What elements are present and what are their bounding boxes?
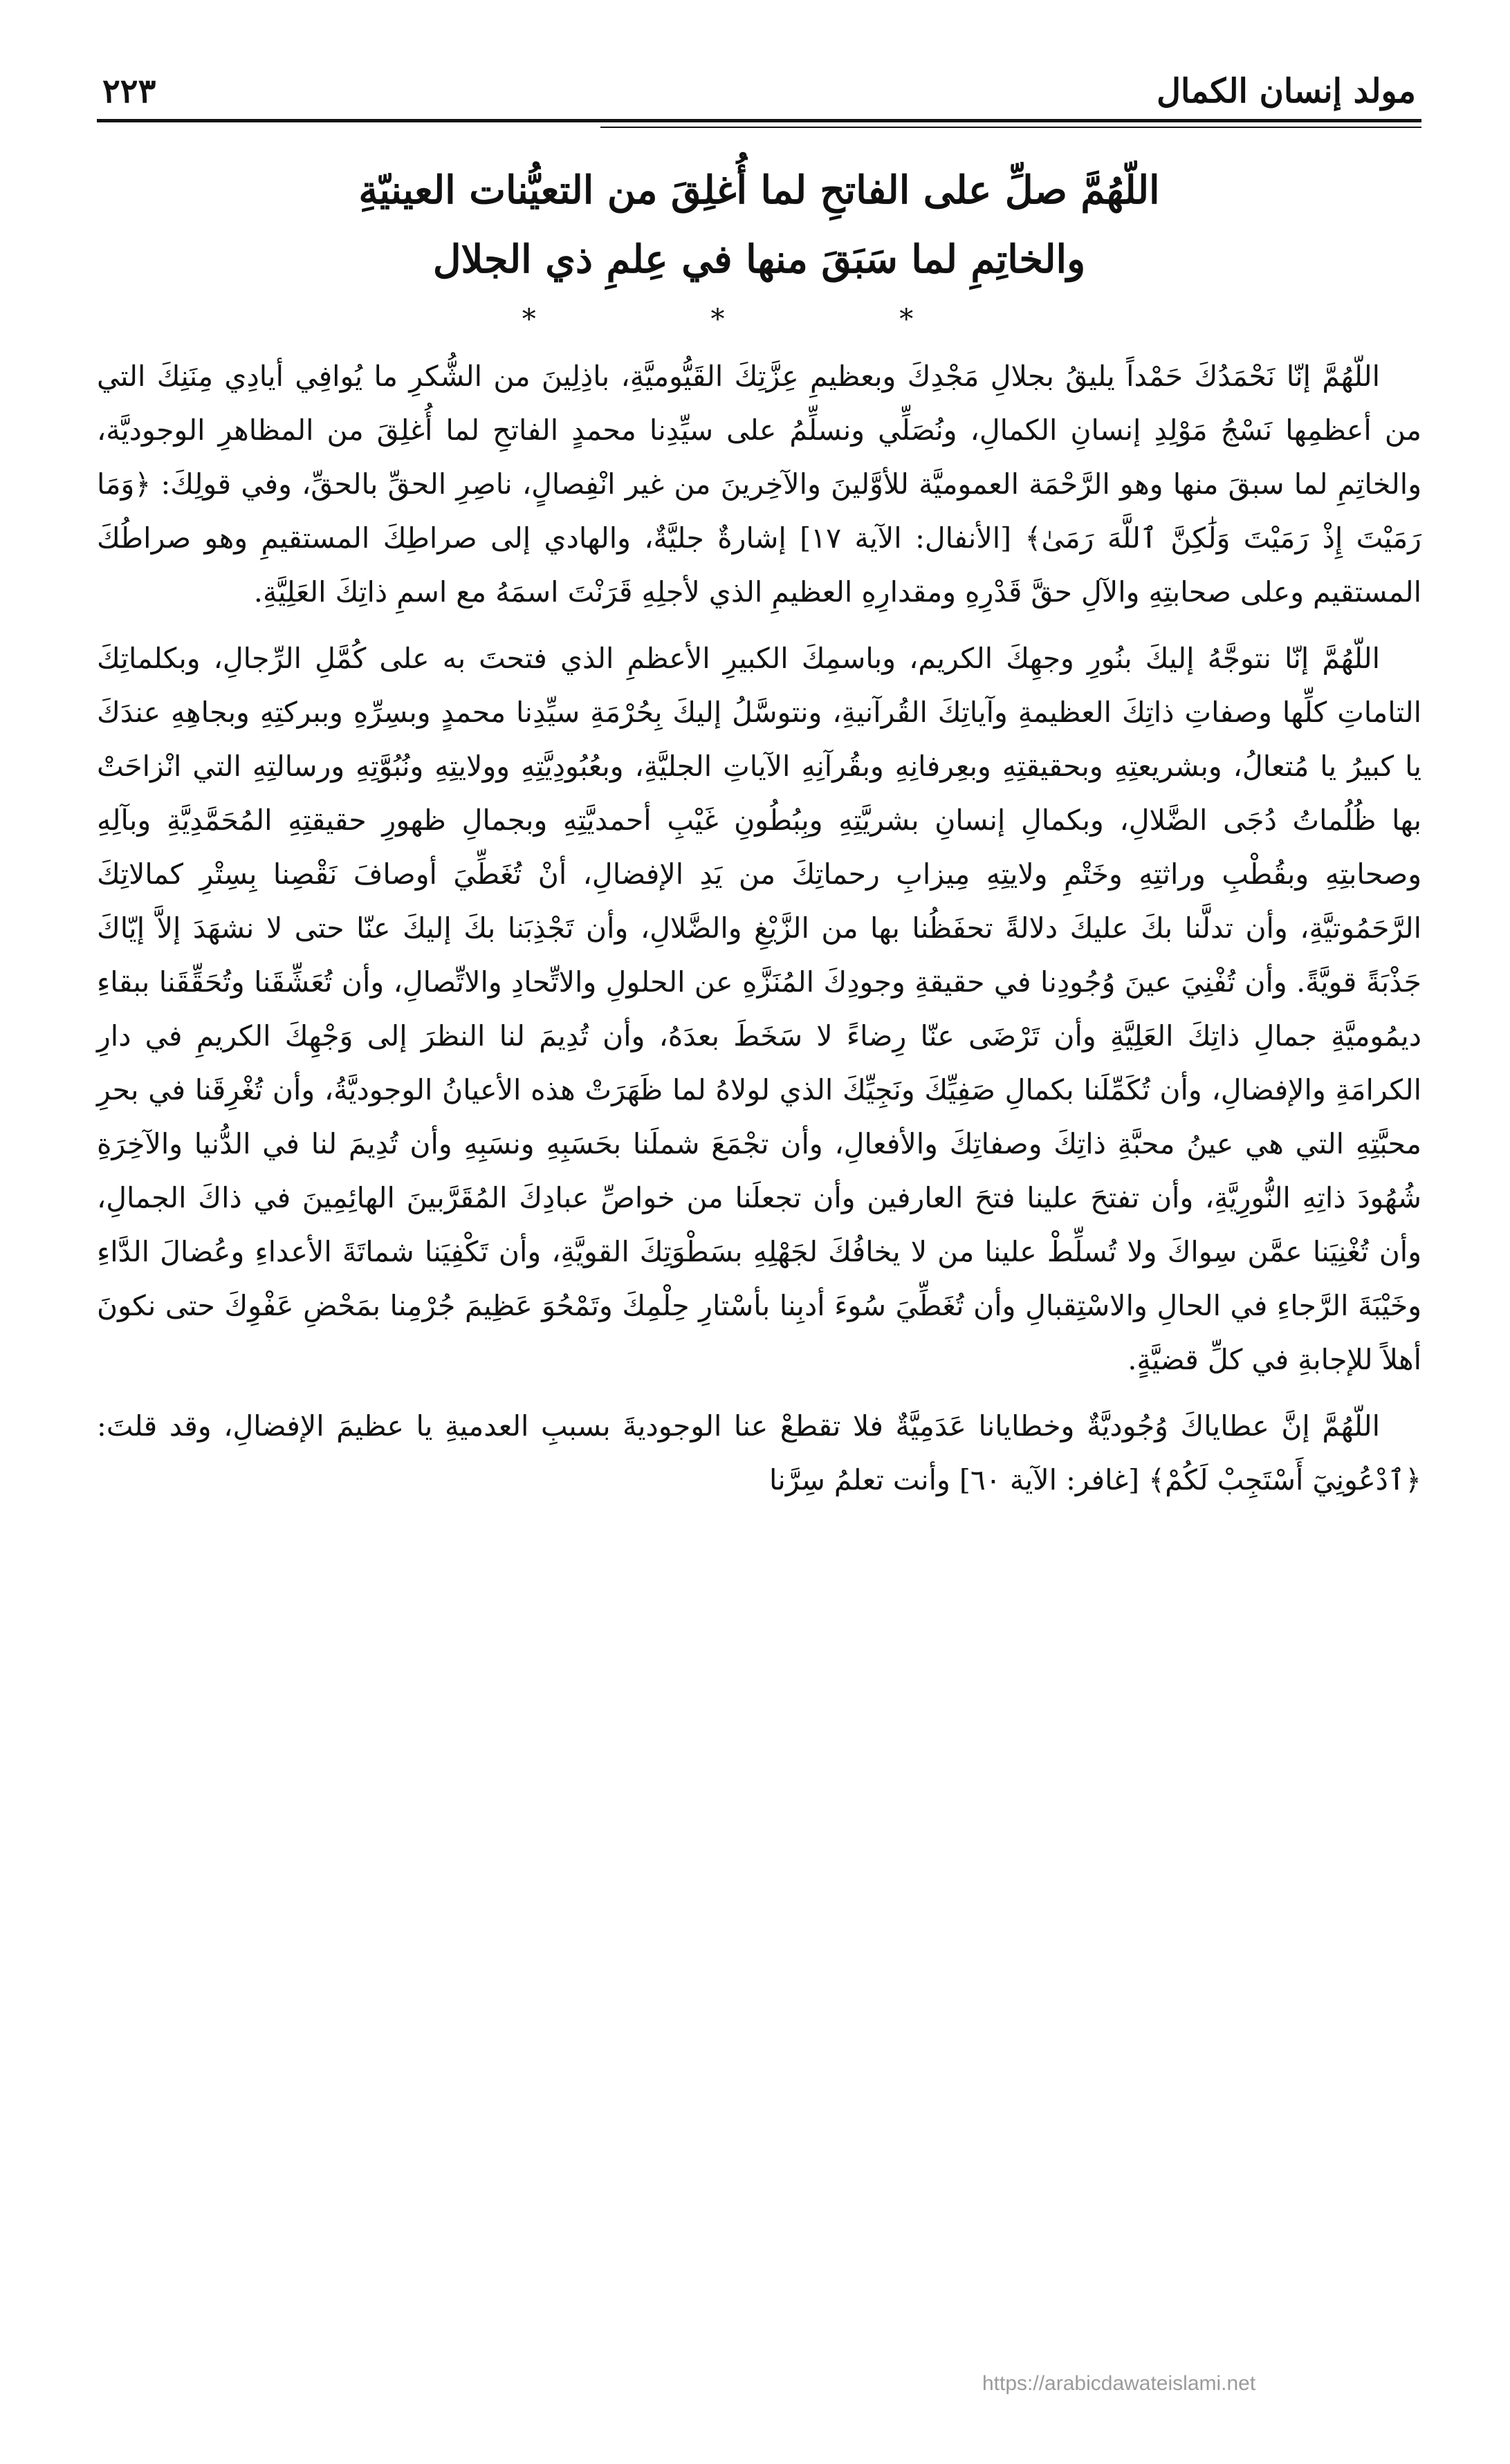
book-page	[97, 41, 1421, 2420]
paragraph-2: اللّهُمَّ إنّا نتوجَّهُ إليكَ بنُورِ وجهِكَ الكريم، وباسمِكَ الكبيرِ الأعظمِ الذي فتحتَ به على كُمَّلِ الرِّجالِ، وبكلماتِكَ التاماتِ كلِّها وصفاتِ ذاتِكَ العظيمةِ وآياتِكَ القُرآنيةِ، ونتوسَّلُ إليكَ بِحُرْمَةِ سيِّدِنا محمدٍ وبسِرِّهِ وببركتِهِ وبجاهِهِ عندَكَ يا كبيرُ يا مُتعالُ، وبشريعتِهِ وبحقيقتِهِ وبعِرفانِهِ وبقُرآنِهِ الآياتِ الجليَّةِ، وبعُبُودِيَّتِهِ وولايتِهِ ونُبُوَّتِهِ ورسالتِهِ التي انْزاحَتْ بها ظُلُماتُ دُجَى الضَّلالِ، وبكمالِ إنسانِ بشريَّتِهِ وبِبُطُونِ غَيْبِ أحمديَّتِهِ وبجمالِ ظهورِ حقيقتِهِ المُحَمَّدِيَّةِ وبآلِهِ وصحابتِهِ وبقُطْبِ وراثتِهِ وخَتْمِ ولايتِهِ مِيزابِ رحماتِكَ من يَدِ الإفضالِ، أنْ تُغَطِّيَ أوصافَ نَقْصِنا بِسِتْرِ كمالاتِكَ الرَّحَمُوتيَّةِ، وأن تدلَّنا بكَ عليكَ دلالةً تحفَظُنا بها من الزَّيْغِ والضَّلالِ، وأن تَجْذِبَنا بكَ إليكَ عنّا حتى لا نشهَدَ إلاَّ إيّاكَ جَذْبَةً قويَّةً. وأن تُفْنِيَ عينَ وُجُودِنا في حقيقةِ وجودِكَ المُنَزَّهِ عن الحلولِ والاتِّحادِ والاتِّصالِ، وأن تُعَشِّقَنا وتُحَقِّقَنا ببقاءِ ديمُوميَّةِ جمالِ ذاتِكَ العَلِيَّةِ وأن تَرْضَى عنّا رِضاءً لا سَخَطَ بعدَهُ، وأن تُدِيمَ لنا النظرَ إلى وَجْهِكَ الكريمِ في دارِ الكرامَةِ والإفضالِ، وأن تُكَمِّلَنا بكمالِ صَفِيِّكَ ونَجِيِّكَ الذي لولاهُ لما ظَهَرَتْ هذه الأعيانُ الوجوديَّةُ، وأن تُغْرِقَنا في بحرِ محبَّتِهِ التي هي عينُ محبَّةِ ذاتِكَ وصفاتِكَ والأفعالِ، وأن تجْمَعَ شملَنا بحَسَبِهِ ونسَبِهِ وأن تُدِيمَ لنا في الدُّنيا والآخِرَةِ شُهُودَ ذاتِهِ النُّورِيَّةِ، وأن تفتحَ علينا فتحَ العارفين وأن تجعلَنا من خواصِّ عبادِكَ المُقَرَّبينَ الهائِمِينَ في ذاكَ الجمالِ، وأن تُغْنِيَنا عمَّن سِواكَ ولا تُسلِّطْ علينا من لا يخافُكَ لجَهْلِهِ بسَطْوَتِكَ القويَّةِ، وأن تَكْفِيَنا شماتَةَ الأعداءِ وعُضالَ الدَّاءِ وخَيْبَةَ الرَّجاءِ في الحالِ والاسْتِقبالِ وأن تُغَطِّيَ سُوءَ أدبِنا بأسْتارِ حِلْمِكَ وتَمْحُوَ عَظِيمَ جُرْمِنا بمَحْضِ عَفْوِكَ حتى نكونَ أهلاً للإجابةِ في كلِّ قضيَّةٍ.	[97, 642, 1421, 1376]
paragraph-3: اللّهُمَّ إنَّ عطاياكَ وُجُوديَّةٌ وخطايانا عَدَمِيَّةٌ فلا تقطعْ عنا الوجوديةَ بسببِ العدميةِ يا عظيمَ الإفضالِ، وقد قلتَ: ﴿ٱدْعُونِيٓ أَسْتَجِبْ لَكُمْ﴾ [غافر: الآية ٦٠] وأنت تعلمُ سِرَّنا	[97, 1409, 1421, 1497]
prayer-line-1: اللّهُمَّ صلِّ على الفاتحِ لما أُغلِقَ من التعيُّنات العينيّةِ	[358, 167, 1160, 213]
source-watermark: https://arabicdawateislami.net	[982, 2372, 1256, 2395]
prayer-line-2: والخاتِمِ لما سَبَقَ منها في عِلمِ ذي الجلال	[432, 237, 1086, 282]
page-number: ٢٢٣	[102, 72, 156, 111]
running-title: مولد إنسان الكمال	[1157, 72, 1416, 111]
paragraph-1: اللّهُمَّ إنّا نَحْمَدُكَ حَمْداً يليقُ بجلالِ مَجْدِكَ وبعظيمِ عِزَّتِكَ القَيُّوميَّةِ، باذِلِينَ من الشُّكرِ ما يُوافِي أيادِي مِنَنِكَ التي من أعظمِها نَسْجُ مَوْلِدِ إنسانِ الكمالِ، ونُصَلِّي ونسلِّمُ على سيِّدِنا محمدٍ الفاتحِ لما أُغلِقَ من المظاهرِ الوجوديَّة، والخاتِمِ لما سبقَ منها وهو الرَّحْمَة العموميَّة للأوَّلينَ والآخِرينَ من غير انْفِصالٍ، ناصِرِ الحقِّ بالحقِّ، وفي قولِكَ: ﴿وَمَا رَمَيْتَ إِذْ رَمَيْتَ وَلَٰكِنَّ ٱللَّهَ رَمَىٰ﴾ [الأنفال: الآية ١٧] إشارةٌ جليَّةٌ، والهادي إلى صراطِكَ المستقيمِ وهو صراطُكَ المستقيم وعلى صحابتِهِ والآلِ حقَّ قَدْرِهِ ومقدارِهِ العظيمِ الذي لأجلِهِ قَرَنْتَ اسمَهُ مع اسمِ ذاتِكَ العَلِيَّةِ.	[97, 360, 1421, 609]
running-header	[97, 41, 1421, 119]
asterisk-separator: * * *	[522, 304, 997, 335]
header-rule-thin	[600, 127, 1421, 128]
body-text	[97, 349, 1421, 1507]
prayer-heading	[97, 156, 1421, 294]
header-rule	[97, 119, 1421, 122]
